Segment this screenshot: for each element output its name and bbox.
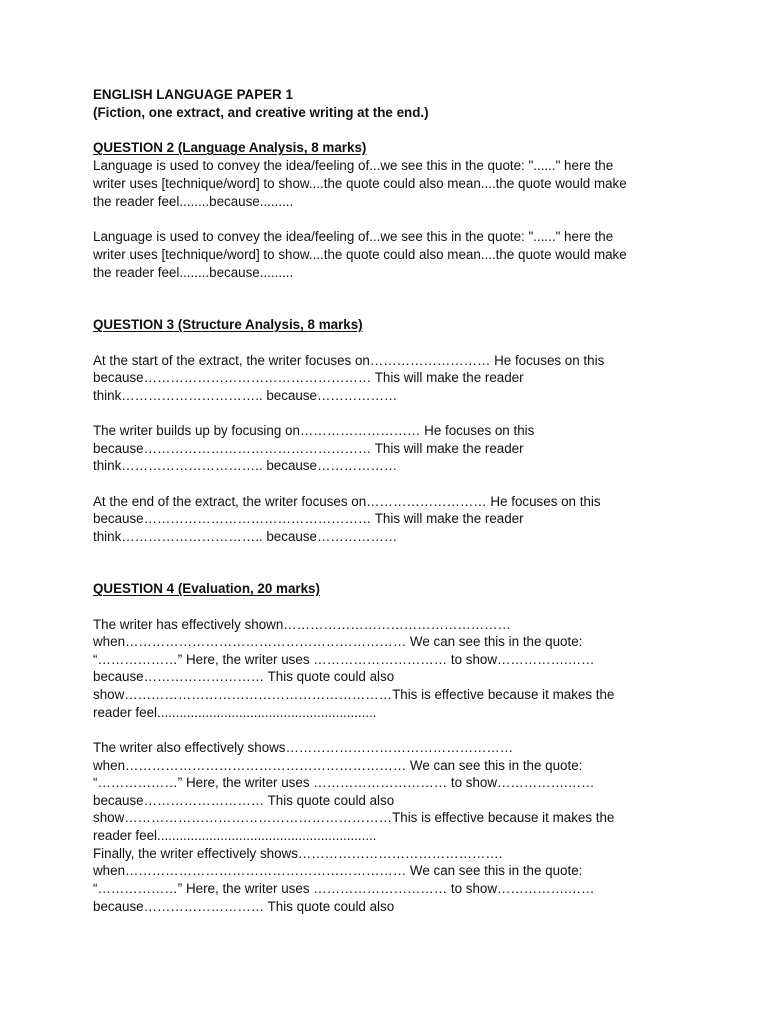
- q4-para1-line6: [93, 704, 377, 722]
- q3-para3-line1: At the end of the extract, the writer focuses on……………………… He focuses on this: [93, 494, 601, 509]
- q4-para2-line4: because……………………… This quote could also: [93, 793, 395, 808]
- q4-para1-line4: because……………………… This quote could also: [93, 669, 395, 684]
- q3-para3-line3: think………………………….. because………………: [93, 529, 398, 544]
- q4-para2-line1: The writer also effectively shows……………………………………………: [93, 740, 514, 755]
- q4-para1-line2: when……………………………………………………… We can see this in the quote:: [93, 634, 583, 649]
- q3-para2-line3: think………………………….. because………………: [93, 458, 398, 473]
- q2-para1-line1: Language is used to convey the idea/feeling of...we see this in the quote: "......" here the: [93, 158, 614, 173]
- q2-para1-line2: writer uses [technique/word] to show....the quote could also mean....the quote would make: [93, 176, 627, 191]
- document-title: ENGLISH LANGUAGE PAPER 1: [93, 87, 293, 102]
- q4-para2-line6: [93, 827, 377, 845]
- q4-para1-line3: “………………” Here, the writer uses ………………………… to show…………….……: [93, 652, 595, 667]
- q4-para3-line2: when……………………………………………………… We can see this in the quote:: [93, 863, 583, 878]
- q3-para2-line1: The writer builds up by focusing on……………………… He focuses on this: [93, 423, 535, 438]
- q2-heading: QUESTION 2 (Language Analysis, 8 marks): [93, 140, 367, 155]
- q4-para3-line3: “………………” Here, the writer uses ………………………… to show…………….……: [93, 881, 595, 896]
- q4-para2-end: reader feel...........................................................: [93, 828, 377, 843]
- q3-para1-line1: At the start of the extract, the writer focuses on……………………… He focuses on this: [93, 353, 605, 368]
- q4-para3-line1: Finally, the writer effectively shows……………………………………….: [93, 846, 503, 861]
- q3-para2-line2: because…………………………………………… This will make the reader: [93, 441, 524, 456]
- q4-para3-line4: because……………………… This quote could also: [93, 899, 395, 914]
- q4-para1-line5: show……………………………………………………This is effective because it makes the: [93, 687, 615, 702]
- q3-para1-line2: because…………………………………………… This will make the reader: [93, 370, 524, 385]
- q4-heading: QUESTION 4 (Evaluation, 20 marks): [93, 581, 320, 596]
- q2-para2-line1: Language is used to convey the idea/feeling of...we see this in the quote: "......" here the: [93, 229, 614, 244]
- q4-para1-line1: The writer has effectively shown……………………………………………: [93, 617, 511, 632]
- q2-para1-line3: the reader feel........because.........: [93, 194, 294, 209]
- q3-para3-line2: because…………………………………………… This will make the reader: [93, 511, 524, 526]
- q3-heading: QUESTION 3 (Structure Analysis, 8 marks): [93, 317, 363, 332]
- q2-para2-line2: writer uses [technique/word] to show....the quote could also mean....the quote would make: [93, 247, 627, 262]
- q2-para2-line3: the reader feel........because.........: [93, 265, 294, 280]
- q4-para2-line5: show……………………………………………………This is effective because it makes the: [93, 810, 615, 825]
- q4-para2-line2: when……………………………………………………… We can see this in the quote:: [93, 758, 583, 773]
- q4-para2-line3: “………………” Here, the writer uses ………………………… to show…………….……: [93, 775, 595, 790]
- q3-para1-line3: think………………………….. because………………: [93, 388, 398, 403]
- document-subtitle: (Fiction, one extract, and creative writing at the end.): [93, 105, 429, 120]
- q4-para1-end: reader feel...........................................................: [93, 705, 377, 720]
